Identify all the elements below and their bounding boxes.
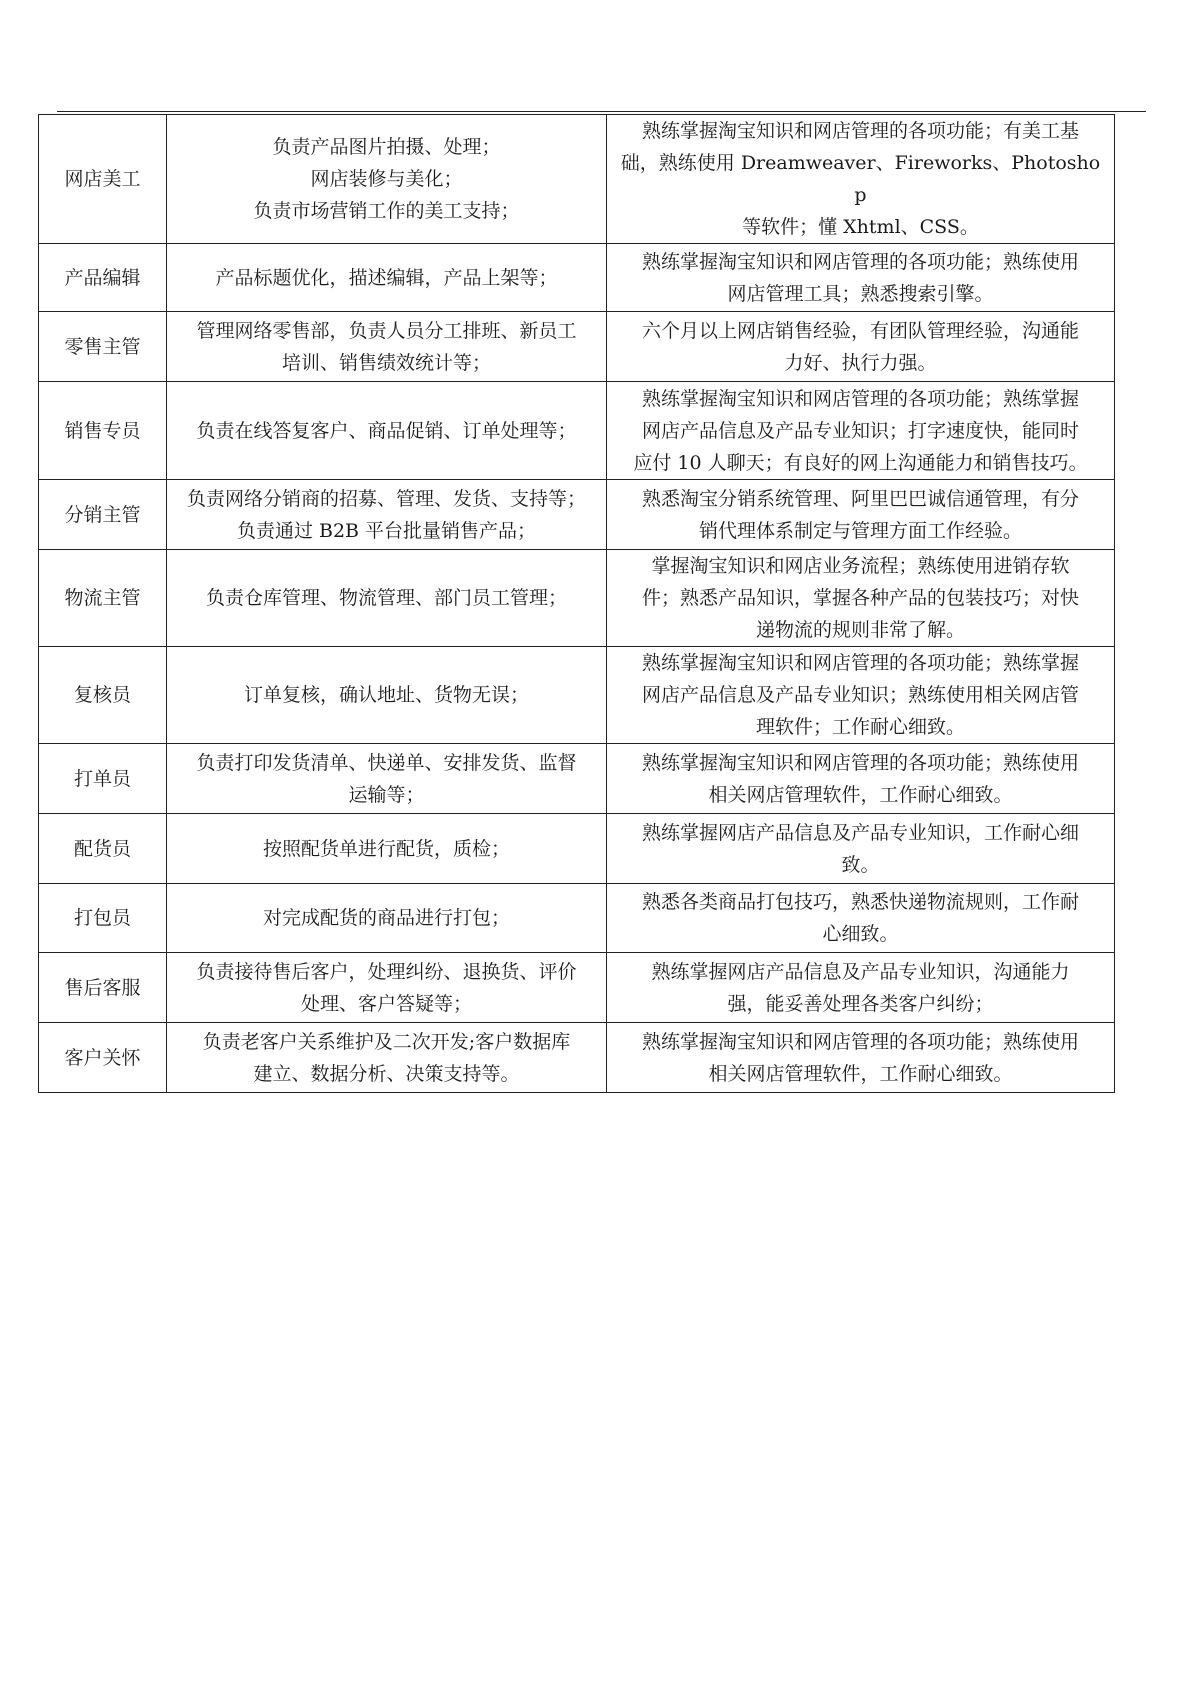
role-cell: 销售专员 <box>39 382 167 480</box>
duty-cell <box>167 814 607 884</box>
table-row <box>39 814 1115 884</box>
duty-line: 建立、数据分析、决策支持等。 <box>253 1062 520 1085</box>
requirement-line: 熟悉各类商品打包技巧，熟悉快递物流规则，工作耐 <box>641 891 1079 913</box>
table-row <box>39 953 1115 1023</box>
role-cell: 产品编辑 <box>39 244 167 312</box>
duty-line: 按照配货单进行配货，质检； <box>262 837 510 860</box>
requirement-cell <box>607 382 1115 480</box>
requirement-line: 等软件；懂 Xhtml、CSS。 <box>742 216 979 238</box>
requirement-line: 熟练掌握淘宝知识和网店管理的各项功能；熟练掌握 <box>641 652 1079 674</box>
requirement-line: 熟练掌握淘宝知识和网店管理的各项功能；熟练使用 <box>641 250 1079 273</box>
requirement-cell <box>607 550 1115 647</box>
role-cell: 售后客服 <box>39 953 167 1023</box>
requirement-cell <box>607 884 1115 953</box>
requirement-cell <box>607 1023 1115 1093</box>
requirement-line: 销代理体系制定与管理方面工作经验。 <box>698 519 1022 542</box>
requirement-cell <box>607 115 1115 244</box>
job-roles-table <box>38 114 1115 1093</box>
duty-line: 负责老客户关系维护及二次开发;客户数据库 <box>202 1030 571 1053</box>
duty-line: 培训、销售绩效统计等； <box>281 351 491 374</box>
requirement-line: 件；熟悉产品知识，掌握各种产品的包装技巧；对快 <box>641 587 1079 609</box>
duty-line: 网店装修与美化； <box>310 168 463 190</box>
duty-line: 处理、客户答疑等； <box>300 992 472 1015</box>
duty-cell <box>167 244 607 312</box>
role-cell: 打单员 <box>39 744 167 814</box>
role-cell: 配货员 <box>39 814 167 884</box>
requirement-line: 网店产品信息及产品专业知识；熟练使用相关网店管 <box>641 684 1079 706</box>
requirement-line: 相关网店管理软件，工作耐心细致。 <box>708 1062 1013 1085</box>
duty-line: 负责产品图片拍摄、处理； <box>272 136 501 158</box>
duty-line: 负责接待售后客户，处理纠纷、退换货、评价 <box>196 960 577 983</box>
requirement-line: 力好、执行力强。 <box>784 351 937 374</box>
role-cell: 分销主管 <box>39 480 167 550</box>
requirement-line: 应付 10 人聊天；有良好的网上沟通能力和销售技巧。 <box>633 451 1088 474</box>
requirement-line: 强，能妥善处理各类客户纠纷； <box>727 992 994 1015</box>
requirement-line: 相关网店管理软件，工作耐心细致。 <box>708 783 1013 806</box>
requirement-line: 熟练掌握淘宝知识和网店管理的各项功能；有美工基 <box>641 120 1079 142</box>
requirement-cell <box>607 814 1115 884</box>
table-row <box>39 1023 1115 1093</box>
role-cell: 物流主管 <box>39 550 167 647</box>
requirement-cell <box>607 312 1115 382</box>
requirement-line: 熟练掌握淘宝知识和网店管理的各项功能；熟练使用 <box>641 1030 1079 1053</box>
duty-line: 负责网络分销商的招募、管理、发货、支持等； <box>186 487 586 510</box>
requirement-cell <box>607 953 1115 1023</box>
duty-cell <box>167 884 607 953</box>
duty-line: 负责市场营销工作的美工支持； <box>253 200 520 222</box>
duty-line: 产品标题优化，描述编辑，产品上架等； <box>215 266 558 289</box>
requirement-line: 递物流的规则非常了解。 <box>755 619 965 641</box>
requirement-cell <box>607 647 1115 744</box>
requirement-cell <box>607 480 1115 550</box>
table-row <box>39 550 1115 647</box>
requirement-line: 熟练掌握淘宝知识和网店管理的各项功能；熟练掌握 <box>641 387 1079 410</box>
duty-cell <box>167 480 607 550</box>
table-row <box>39 312 1115 382</box>
requirement-line: 熟练掌握网店产品信息及产品专业知识，沟通能力 <box>651 960 1070 983</box>
duty-cell <box>167 382 607 480</box>
requirement-line: 心细致。 <box>822 923 899 945</box>
requirement-line: 致。 <box>841 853 880 876</box>
duty-line: 订单复核，确认地址、货物无误； <box>243 684 529 706</box>
role-cell: 网店美工 <box>39 115 167 244</box>
header-rule <box>57 111 1146 112</box>
requirement-line: 熟悉淘宝分销系统管理、阿里巴巴诚信通管理，有分 <box>641 487 1079 510</box>
table-row <box>39 480 1115 550</box>
requirement-cell <box>607 244 1115 312</box>
job-roles-body <box>39 115 1115 1093</box>
table-row <box>39 115 1115 244</box>
requirement-cell <box>607 744 1115 814</box>
table-row <box>39 744 1115 814</box>
requirement-line: 网店产品信息及产品专业知识；打字速度快，能同时 <box>641 419 1079 442</box>
duty-cell <box>167 953 607 1023</box>
duty-line: 负责打印发货清单、快递单、安排发货、监督 <box>196 751 577 774</box>
role-cell: 零售主管 <box>39 312 167 382</box>
role-cell: 复核员 <box>39 647 167 744</box>
requirement-line: 六个月以上网店销售经验，有团队管理经验，沟通能 <box>641 319 1079 342</box>
table-row <box>39 382 1115 480</box>
duty-line: 运输等； <box>348 783 425 806</box>
duty-cell <box>167 1023 607 1093</box>
duty-line: 负责在线答复客户、商品促销、订单处理等； <box>196 419 577 442</box>
requirement-line: 网店管理工具；熟悉搜索引擎。 <box>727 282 994 305</box>
table-row <box>39 244 1115 312</box>
duty-cell <box>167 312 607 382</box>
role-cell: 客户关怀 <box>39 1023 167 1093</box>
requirement-line: 理软件；工作耐心细致。 <box>755 716 965 738</box>
duty-cell <box>167 115 607 244</box>
table-row <box>39 647 1115 744</box>
duty-cell <box>167 647 607 744</box>
duty-line: 负责仓库管理、物流管理、部门员工管理； <box>205 587 567 609</box>
requirement-line: 熟练掌握网店产品信息及产品专业知识，工作耐心细 <box>641 821 1079 844</box>
duty-line: 管理网络零售部，负责人员分工排班、新员工 <box>196 319 577 342</box>
requirement-line: 熟练掌握淘宝知识和网店管理的各项功能；熟练使用 <box>641 751 1079 774</box>
duty-line: 对完成配货的商品进行打包； <box>262 907 510 929</box>
requirement-line: 掌握淘宝知识和网店业务流程；熟练使用进销存软 <box>651 555 1070 577</box>
duty-line: 负责通过 B2B 平台批量销售产品； <box>236 519 537 542</box>
table-row <box>39 884 1115 953</box>
duty-cell <box>167 744 607 814</box>
requirement-line: 础，熟练使用 Dreamweaver、Fireworks、Photoshop <box>620 152 1101 206</box>
duty-cell <box>167 550 607 647</box>
role-cell: 打包员 <box>39 884 167 953</box>
